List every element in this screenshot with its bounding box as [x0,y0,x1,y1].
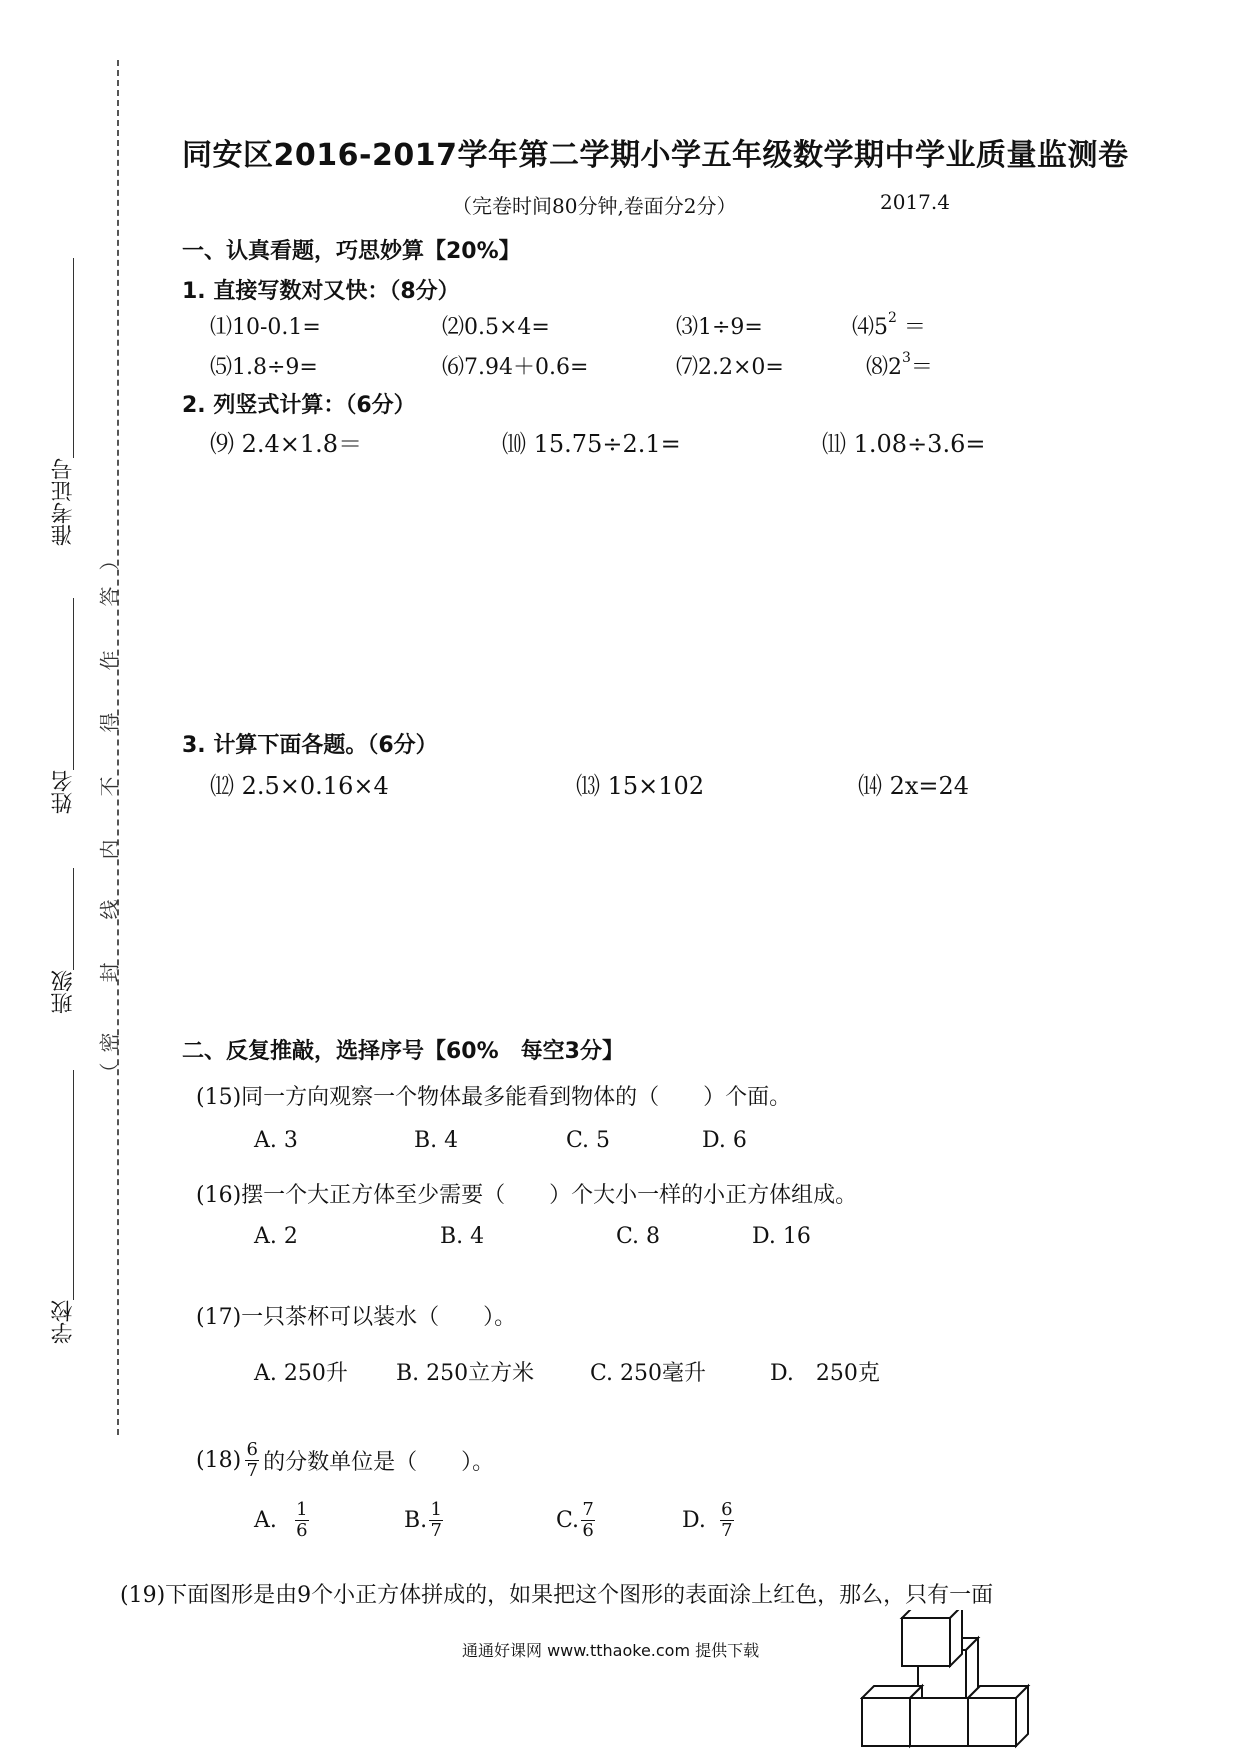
seal-char: 答 [97,586,122,607]
option: D. 6 [702,1128,747,1153]
section1-heading: 一、认真看题，巧思妙算【20%】 [182,239,521,264]
vertical-calc-item: ⑾ 1.08÷3.6= [822,430,986,458]
section2-heading: 二、反复推敲，选择序号【60% 每空3分】 [182,1039,624,1064]
seal-char: 得 [97,712,122,733]
calc-item: $⑷5^2$ ＝ [852,310,926,340]
part2-heading: 2. 列竖式计算：（6分） [182,393,416,418]
compute-item: ⒀ 15×102 [576,772,705,800]
seal-char: 不 [97,776,122,797]
calc-item: $⑻2^3=$ [866,350,933,380]
exam-id-label: 准考证号 [51,458,76,546]
option: D. $\frac{6}{7}$ [682,1499,733,1541]
option: A. 3 [254,1128,298,1153]
seal-char: 密 [97,1032,122,1053]
vertical-calc-item: ⑼ 2.4×1.8＝ [210,430,363,458]
calc-item: ⑵0.5×4= [442,315,550,340]
cubes-figure [860,1610,1040,1750]
seal-char: ） [97,550,122,571]
exam-date: 2017.4 [880,190,950,214]
seal-char: 线 [97,899,122,920]
question-17: (17)一只茶杯可以装水（ ）。 [196,1305,517,1330]
seal-char: 作 [97,650,122,671]
name-line [73,598,74,770]
school-line [73,1070,74,1300]
question-19: (19)下面图形是由9个小正方体拼成的，如果把这个图形的表面涂上红色，那么，只有一面 [120,1583,994,1608]
option: B. 4 [440,1224,485,1249]
option: A. 2 [254,1224,298,1249]
question-16: (16)摆一个大正方体至少需要（ ）个大小一样的小正方体组成。 [196,1183,858,1208]
part3-heading: 3. 计算下面各题。（6分） [182,733,438,758]
option: A. $\frac{1}{6}$ [254,1499,308,1541]
class-line [73,868,74,970]
option: B. $\frac{1}{7}$ [404,1499,442,1541]
calc-item: ⑺2.2×0= [676,355,784,380]
seal-char: 封 [97,962,122,983]
exam-subtitle: （完卷时间80分钟,卷面分2分） [452,194,737,218]
option: A. 250升 [254,1361,348,1386]
option: C. 5 [566,1128,611,1153]
compute-item: ⒁ 2x=24 [858,772,970,800]
option: C. 8 [616,1224,661,1249]
vertical-calc-item: ⑽ 15.75÷2.1= [502,430,681,458]
option: D. 16 [752,1224,811,1249]
option: B. 4 [414,1128,459,1153]
exam-id-line [73,258,74,458]
footer-text: 通通好课网 www.tthaoke.com 提供下载 [462,1641,760,1660]
part1-heading: 1. 直接写数对又快：（8分） [182,279,460,304]
class-label: 班级 [51,970,76,1014]
calc-item: ⑹7.94＋0.6= [442,355,589,380]
calc-item: ⑴10-0.1= [210,315,321,340]
option: B. 250立方米 [396,1361,535,1386]
option: D. 250克 [770,1361,880,1386]
option: C. 250毫升 [590,1361,707,1386]
school-label: 学校 [51,1300,76,1344]
binding-dashed-line [117,60,119,1435]
question-15: (15)同一方向观察一个物体最多能看到物体的（ ）个面。 [196,1085,792,1110]
seal-char: 内 [97,839,122,860]
compute-item: ⑿ 2.5×0.16×4 [210,772,389,800]
calc-item: ⑸1.8÷9= [210,355,318,380]
fraction: $\frac{6}{7}$ [246,1439,258,1481]
question-18: (18) $\frac{6}{7}$ 的分数单位是（ ）。 [196,1439,495,1481]
option: C. $\frac{7}{6}$ [556,1499,594,1541]
seal-char: （ [97,1062,122,1083]
name-label: 姓名 [51,770,76,814]
calc-item: ⑶1÷9= [676,315,763,340]
exam-title: 同安区2016-2017学年第二学期小学五年级数学期中学业质量监测卷 [182,138,1129,173]
